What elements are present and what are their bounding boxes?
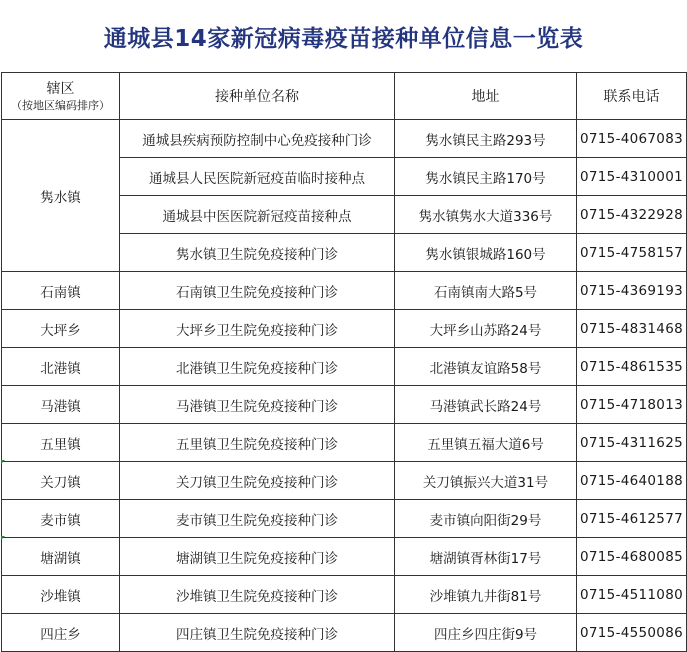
- vaccination-sites-table: [1, 72, 687, 652]
- table-row: [2, 500, 687, 538]
- cell-unit-name: 关刀镇卫生院免疫接种门诊: [120, 462, 395, 500]
- cell-address: 石南镇南大路5号: [395, 272, 577, 310]
- header-district-note: （按地区编码排序）: [11, 98, 110, 112]
- cell-unit-name: 隽水镇卫生院免疫接种门诊: [120, 234, 395, 272]
- cell-phone: 0715-4369193: [577, 272, 687, 310]
- header-phone: 联系电话: [577, 73, 687, 120]
- cell-district: 北港镇: [2, 348, 120, 386]
- cell-district: 马港镇: [2, 386, 120, 424]
- cell-district: 塘湖镇: [2, 538, 120, 576]
- cell-unit-name: 麦市镇卫生院免疫接种门诊: [120, 500, 395, 538]
- cell-unit-name: 马港镇卫生院免疫接种门诊: [120, 386, 395, 424]
- cell-phone: 0715-4680085: [577, 538, 687, 576]
- table-row: [2, 576, 687, 614]
- header-row: [2, 73, 687, 120]
- cell-phone: 0715-4311625: [577, 424, 687, 462]
- table-row: [2, 386, 687, 424]
- cell-district: 关刀镇: [2, 462, 120, 500]
- cell-address: 北港镇友谊路58号: [395, 348, 577, 386]
- table-row: [2, 462, 687, 500]
- cell-phone: 0715-4067083: [577, 120, 687, 158]
- cell-address: 沙堆镇九井街81号: [395, 576, 577, 614]
- cell-district: 隽水镇: [2, 120, 120, 272]
- table-row: [2, 272, 687, 310]
- cell-district: 五里镇: [2, 424, 120, 462]
- table-body: [2, 120, 687, 652]
- cell-unit-name: 石南镇卫生院免疫接种门诊: [120, 272, 395, 310]
- table-row: [2, 310, 687, 348]
- header-district: [2, 73, 120, 120]
- cell-district: 麦市镇: [2, 500, 120, 538]
- cell-district: 石南镇: [2, 272, 120, 310]
- cell-phone: 0715-4758157: [577, 234, 687, 272]
- header-district-label: 辖区: [46, 80, 75, 97]
- cell-address: 五里镇五福大道6号: [395, 424, 577, 462]
- cell-district: 沙堆镇: [2, 576, 120, 614]
- cell-unit-name: 塘湖镇卫生院免疫接种门诊: [120, 538, 395, 576]
- cell-address: 隽水镇民主路170号: [395, 158, 577, 196]
- cell-phone: 0715-4831468: [577, 310, 687, 348]
- cell-address: 麦市镇向阳街29号: [395, 500, 577, 538]
- cell-phone: 0715-4511080: [577, 576, 687, 614]
- cell-phone: 0715-4861535: [577, 348, 687, 386]
- cell-address: 隽水镇隽水大道336号: [395, 196, 577, 234]
- cell-address: 马港镇武长路24号: [395, 386, 577, 424]
- cell-unit-name: 通城县中医医院新冠疫苗接种点: [120, 196, 395, 234]
- cell-marker: [1, 460, 5, 464]
- cell-phone: 0715-4612577: [577, 500, 687, 538]
- header-address: 地址: [395, 73, 577, 120]
- header-unit: 接种单位名称: [120, 73, 395, 120]
- cell-phone: 0715-4322928: [577, 196, 687, 234]
- cell-unit-name: 通城县人民医院新冠疫苗临时接种点: [120, 158, 395, 196]
- cell-phone: 0715-4310001: [577, 158, 687, 196]
- cell-marker: [1, 536, 5, 540]
- table-row: [2, 120, 687, 158]
- cell-address: 大坪乡山苏路24号: [395, 310, 577, 348]
- cell-phone: 0715-4718013: [577, 386, 687, 424]
- cell-phone: 0715-4640188: [577, 462, 687, 500]
- cell-address: 隽水镇银城路160号: [395, 234, 577, 272]
- cell-address: 关刀镇振兴大道31号: [395, 462, 577, 500]
- cell-district: 大坪乡: [2, 310, 120, 348]
- cell-phone: 0715-4550086: [577, 614, 687, 652]
- page-title: 通城县14家新冠病毒疫苗接种单位信息一览表: [103, 25, 584, 52]
- table-row: [2, 424, 687, 462]
- cell-unit-name: 通城县疾病预防控制中心免疫接种门诊: [120, 120, 395, 158]
- cell-unit-name: 大坪乡卫生院免疫接种门诊: [120, 310, 395, 348]
- table-row: [2, 348, 687, 386]
- cell-unit-name: 四庄镇卫生院免疫接种门诊: [120, 614, 395, 652]
- cell-unit-name: 北港镇卫生院免疫接种门诊: [120, 348, 395, 386]
- table-header: [2, 73, 687, 120]
- cell-unit-name: 五里镇卫生院免疫接种门诊: [120, 424, 395, 462]
- cell-address: 四庄乡四庄街9号: [395, 614, 577, 652]
- table-row: [2, 614, 687, 652]
- table-row: [2, 538, 687, 576]
- cell-address: 塘湖镇胥林街17号: [395, 538, 577, 576]
- cell-address: 隽水镇民主路293号: [395, 120, 577, 158]
- cell-unit-name: 沙堆镇卫生院免疫接种门诊: [120, 576, 395, 614]
- cell-district: 四庄乡: [2, 614, 120, 652]
